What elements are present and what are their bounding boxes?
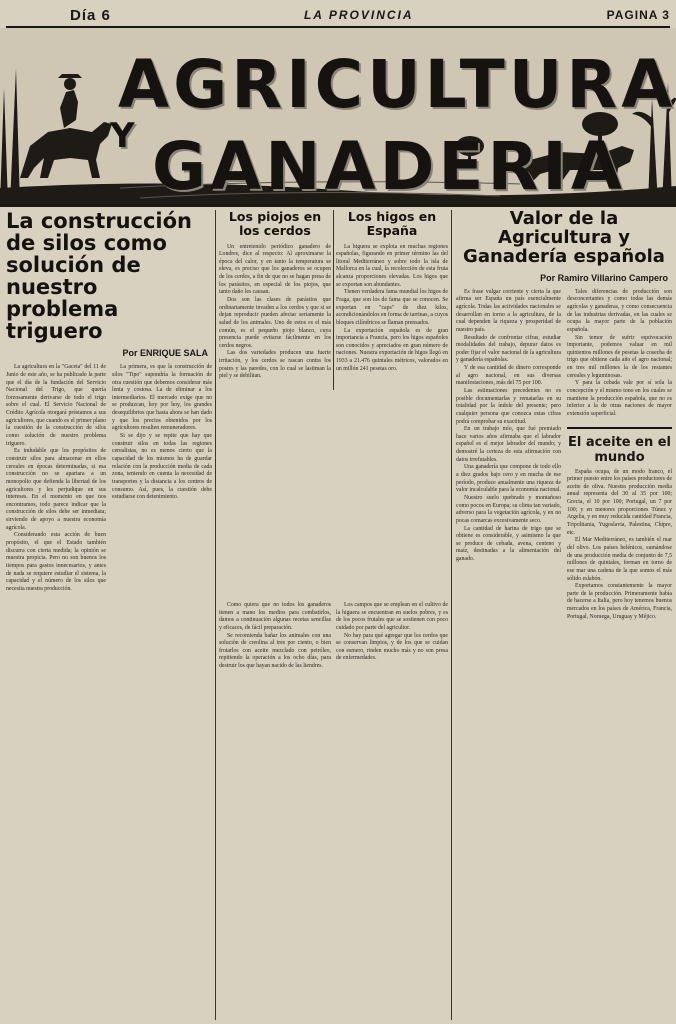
article-headline: Los higos en España (347, 210, 437, 238)
column-divider (333, 210, 334, 390)
article-paragraph: La primera, es que la construcción de silos "Tipo" supondría la formación de otra cuestión que debemos considerar más lenta y costosa. La de eliminar a los intermediarios. El mercado exige que no se produzcan, hoy por hoy, los grandes desequilibrios que hasta ahora se han dado y que los precios obtenidos por los agricultores resulten remuneradores. (112, 364, 212, 432)
article-paragraph: La cantidad de harina de trigo que se obtiene es considerable, y asimismo la que se produce de cebada, avena, centeno y maíz, destinadas a la alimentación del ganado. (456, 525, 561, 563)
article-paragraph: El Mar Mediterráneo, es también el mar del olivo. Los países helénicos, sumándose de una producción media de conjunto de 7,5 millones de quintales, forman en torno de ese mar una cadena de la que somos el más sólido eslabón. (567, 537, 672, 582)
article-paragraph: Y para la cebada vale por sí sola la concepción y el mismo tono en los cuales se mantiene la producción española, que no es inferior a la de otras naciones de mayor extensión superficial. (567, 380, 672, 417)
article-paragraph: Considerando esta acción de buen propósito, el que el Estado también discurra con cierta medida; la opinión se muestra propicia. Pero no son buenos los tiempos para gastos innecesarios, y antes de nada se requiere estudiar el sistema, la capacidad y el número de los silos que necesita nuestra producción. (6, 532, 106, 592)
article-headline: Los piojos en los cerdos (228, 210, 322, 238)
banner-word-y: Y (110, 116, 139, 156)
article-paragraph: Es indudable que los propósitos de construir silos para almacenar en ellos cereales en épocas determinadas, si esa construcción no se apartara a un monopolio que defienda la libertad de los agricultores y les perjudique en sus intereses. En el momento en que nos encontramos, todo parece indicar que la construcción de silos debe ser inmediata; sirviendo de apoyo a nuestra economía agrícola. (6, 448, 106, 531)
article-headline: Valor de la Agricultura y Ganadería española (463, 210, 665, 267)
article-paragraph: Si se dijo y se repite que hay que construir silos en todas las regiones cerealistas, no es menos cierto que la capacidad de los mismos ha de guardar relación con la producción media de cada zona, teniendo en cuenta la necesidad de transportes y la distancia a los centros de consumo. Así, pues, la cuestión debe estudiarse con detenimiento. (112, 433, 212, 501)
article-paragraph: Se recomienda bañar los animales con una solución de creolina al tres por ciento, o bien frotarlos con aceite mezclado con petróleo, repitiendo la operación a los ocho días, para destruir los que hayan nacido de las liendres. (219, 632, 331, 670)
banner-word-ganaderia: GANADERIA (152, 128, 626, 205)
article-paragraph: Tienen verdadera fama mundial los higos de Fraga, que son los de fama que se conocen. Se exportan en "caps" de diez kilos, acondicionándolos en forma de tarrinas, a cuyos bloques cilíndricos se llaman prensados. (336, 289, 448, 326)
column-divider (451, 210, 452, 1020)
article-paragraph: España ocupa, de un modo franco, el primer puesto entre los países productores de aceite de oliva. Nuestra producción media anual representa del 30 al 35 por 100; Grecia, el 10 por 100; Portugal, un 7 por 100; y en menores proporciones Túnez y Argelia, y en muy reducida cantidad Francia, Tripolitania, Yugoslavia, Palestina, Chipre, etc. (567, 468, 672, 536)
article-paragraph: Los campos que se emplean en el cultivo de la higuera se encuentran en suelos pobres, y es de los pocos frutales que se sostienen con poco cuidado por parte del agricultor. (336, 602, 448, 631)
article-paragraph: La exportación española es de gran importancia a Francia, pero los higos españoles son conocidos y apreciados en gran número de naciones. Nuestra exportación de higos llegó en 1933 a 21.476 quintales métricos, valorados en un millón 241 pesetas oro. (336, 327, 448, 372)
article-valor (456, 210, 672, 1020)
article-paragraph: Exportamos constantemente la mayor parte de la producción. Primeramente había de hacerse a Italia, pero hoy tenemos buenos mercados en los países de América, Francia, Portugal, Noruega, Uruguay y Méjico. (567, 583, 672, 620)
article-paragraph: Las dos variedades producen una fuerte irritación, y los cerdos se rascan contra los postes y las paredes, con lo cual se lastiman la piel y se debilitan. (219, 350, 331, 380)
article-silos (6, 210, 212, 1020)
article-paragraph: La higuera se explota en muchas regiones españolas, figurando en primer término las del litoral Mediterráneo y sobre todo la isla de Mallorca en la cual, la recolección de esta fruta alcanza proporciones elevadas. Los higos que se exportan son abundantes. (336, 243, 448, 288)
article-higos (336, 210, 448, 1010)
article-paragraph: Y de esa cantidad de dinero corresponde al agro nacional, en sus diversas manifestaciones, más del 75 por 100. (456, 365, 561, 387)
newspaper-name: LA PROVINCIA (303, 8, 414, 22)
article-piojos (219, 210, 331, 1010)
article-paragraph: Como quiera que no todos los ganaderos tienen a mano los medios para combatirlos, damos a continuación algunas recetas sencillas y eficaces, de fácil preparación. (219, 602, 331, 631)
article-paragraph: En un trabajo mío, que fué premiado hace varios años afirmaba que el labrador español es el mejor labrador del mundo; y demostré la certeza de esta afirmación con datos irrefutables. (456, 426, 561, 463)
article-byline: Por ENRIQUE SALA (122, 348, 208, 359)
page-number: PAGINA 3 (606, 8, 670, 22)
article-paragraph: Resultado de confrontar cifras, estudiar modalidades del trabajo, depurar datos es poder fijar el valor nacional de la agricultura y ganadería españolas. (456, 334, 561, 364)
banner-word-agricultura: AGRICULTURA (118, 46, 676, 123)
section-banner (0, 28, 676, 207)
article-paragraph: Nuestro suelo quebrado y montañoso como pocos en Europa; su clima tan variado, adverso para la vegetación agrícola, y en no pocas comarcas excesivamente seco. (456, 494, 561, 524)
article-headline-aceite: El aceite en el mundo (567, 427, 672, 465)
article-paragraph: Es frase vulgar corriente y cierta la que afirma ser España un país esencialmente agrícola. Todas las actividades nacionales se desarrollan en torno a la agricultura, de la cual dependen la riqueza y prosperidad de nuestro país. (456, 288, 561, 333)
article-byline: Por Ramiro Villarino Campero (540, 272, 668, 283)
article-paragraph: Las estimaciones precedentes no es posible documentarlas y rematarlas en su totalidad por la índole del presente; pero cualquier persona que conozca estas cifras podrá comprobar su exactitud. (456, 388, 561, 425)
article-paragraph: Una ganadería que compone de todo ello a diez grados bajo cero y en mucha de ese período, produce anualmente una riqueza de valor incalculable para la economía nacional. (456, 464, 561, 494)
article-paragraph: Tales diferencias de producción son desconcertantes y como todas las demás agrícolas y ganaderas, y como consecuencia de las industrias derivadas, en las cuales se ocupa la mayor parte de la población española. (567, 288, 672, 333)
article-headline: La construcción de silos como solución de nuestro problema triguero (6, 210, 193, 344)
article-paragraph: Sin temor de sufrir equivocación importante, podemos valuar en mil quinientos millones de pesetas la cosecha de trigo que obtiene cada año el agro nacional; en tres mil millones la de los restantes cereales y leguminosas. (567, 334, 672, 379)
running-head (6, 4, 670, 28)
article-paragraph: Un entretenido periódico ganadero de Londres, dice al respecto: Al aproximarse la época del calor, y en tanto la temperatura se eleva, es preciso que los ganaderos se ocupen de los cerdos, a fin de que no se hagan presa de los parásitos, en especial de los piojos, que tanto daño les causan. (219, 243, 331, 296)
column-divider (215, 210, 216, 1020)
article-paragraph: No hay para qué agregar que los cerdos que se conservan limpios, y de los que se cuidan con esmero, rinden mucho más y no son presa de enfermedades. (336, 632, 448, 662)
article-paragraph: La agricultura en la "Gaceta" del 11 de Junio de este año, se ha publicado la parte que el día de la fundación del Servicio Nacional del Trigo, que quería forzosamente derivarse de todo el trigo sobre el cual. El Servicio Nacional de Crédito Agrícola otorgará préstamos a sus agricultores, que cuando es el primer plano la cuestión de la construcción de silos como solución de nuestro problema triguero. (6, 364, 106, 447)
article-paragraph: Dos son las clases de parásitos que ordinariamente invaden a los cerdos y que si se dejan reproducir pueden afectar seriamente la salud de los animales. Uno de estos es el más común, es el pequeño piojo blanco, cuya presencia puede evitarse fácilmente en los cerdos negros. (219, 296, 331, 349)
issue-date: Día 6 (70, 6, 111, 24)
